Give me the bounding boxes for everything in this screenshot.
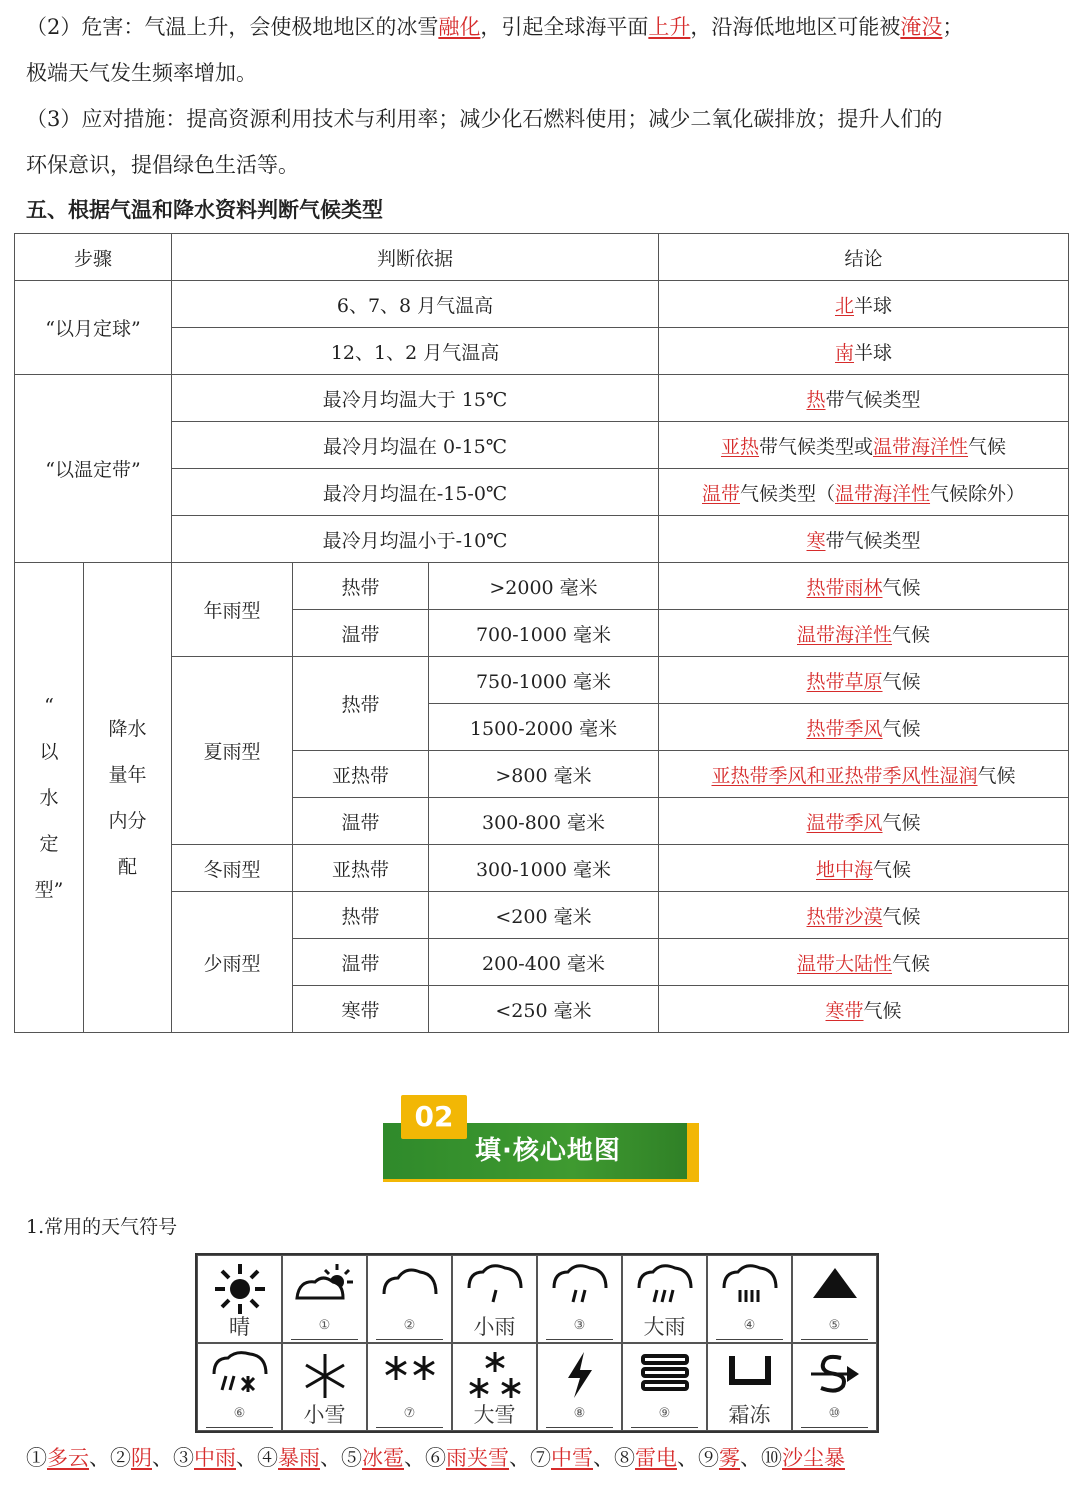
section-banner [383,1095,699,1185]
weather-symbols-title: 1.常用的天气符号 [26,1216,178,1238]
type-winter-rain: 冬雨型 [172,845,293,892]
symbol-cell: 小雨 [452,1255,537,1343]
symbol-cell: ⑨ [622,1343,707,1431]
fog-icon [637,1350,693,1396]
thunder-icon [560,1350,600,1400]
answer-rise: 上升 [648,15,691,39]
measures-paragraph: （3）应对措施：提高资源利用技术与利用率；减少化石燃料使用；减少二氧化碳排放；提升人们的 环保意识，提倡绿色生活等。 [26,107,943,177]
banner-title: 填·核心地图 [475,1136,621,1166]
symbol-cell: ⑥ [197,1343,282,1431]
table-row: 少雨型 热带 <200 毫米 热带沙漠气候 [15,892,1069,939]
table-row: 温带 300-800 毫米 温带季风气候 [15,798,1069,845]
table-row: 最冷月均温小于-10℃ 寒带气候类型 [15,516,1069,563]
type-year-rain: 年雨型 [172,563,293,657]
symbol-cell: ④ [707,1255,792,1343]
header-basis: 判断依据 [172,234,659,281]
cloud-icon [378,1262,442,1302]
precip-distribution-label: 降水 量年 内分 配 [84,563,172,1033]
table-row: 1500-2000 毫米 热带季风气候 [15,704,1069,751]
heavy-snow-icon [463,1350,527,1402]
sun-icon [212,1262,268,1316]
symbol-cell: ⑦ [367,1343,452,1431]
step-month: “以月定球” [15,281,172,375]
table-row: “以温定带” 最冷月均温大于 15℃ 热带气候类型 [15,375,1069,422]
symbol-cell: 霜冻 [707,1343,792,1431]
sandstorm-icon [807,1350,863,1396]
answer-submerge: 淹没 [900,15,943,39]
table-row: 温带 700-1000 毫米 温带海洋性气候 [15,610,1069,657]
section-title: 五、根据气温和降水资料判断气候类型 [26,198,383,222]
light-snow-icon [297,1350,353,1402]
storm-rain-icon [718,1262,782,1308]
heavy-rain-icon [633,1262,697,1308]
type-summer-rain: 夏雨型 [172,657,293,845]
symbol-cell: ⑧ [537,1343,622,1431]
banner-accent [687,1123,699,1179]
answer-melt: 融化 [438,15,481,39]
symbol-cell: 大雪 [452,1343,537,1431]
symbol-cell: ⑤ [792,1255,877,1343]
table-row: 夏雨型 热带 750-1000 毫米 热带草原气候 [15,657,1069,704]
symbol-cell: 晴 [197,1255,282,1343]
type-little-rain: 少雨型 [172,892,293,1033]
light-rain-icon [463,1262,527,1308]
weather-symbol-grid [195,1253,879,1433]
banner-number: 02 [401,1095,467,1139]
hail-icon [807,1262,863,1302]
step-temp: “以温定带” [15,375,172,563]
table-row: 亚热带 >800 毫米 亚热带季风和亚热带季风性湿润气候 [15,751,1069,798]
table-row: 12、1、2 月气温高 南半球 [15,328,1069,375]
header-conclusion: 结论 [659,234,1069,281]
table-row: 最冷月均温在-15-0℃ 温带气候类型（温带海洋性气候除外） [15,469,1069,516]
symbol-cell: ② [367,1255,452,1343]
frost-icon [722,1350,778,1390]
header-step: 步骤 [15,234,172,281]
table-row: “ 以 水 定 型” 降水 量年 内分 配 年雨型 热带 >2000 毫米 热带雨林气候 [15,563,1069,610]
symbol-cell: 小雪 [282,1343,367,1431]
symbol-cell: ③ [537,1255,622,1343]
table-row: 冬雨型 亚热带 300-1000 毫米 地中海气候 [15,845,1069,892]
step-water: “ 以 水 定 型” [15,563,84,1033]
symbol-cell: ① [282,1255,367,1343]
table-header-row [15,234,1069,281]
symbol-cell: 大雨 [622,1255,707,1343]
symbol-cell: ⑩ [792,1343,877,1431]
sleet-icon [208,1350,272,1398]
weather-answers: ①多云、②阴、③中雨、④暴雨、⑤冰雹、⑥雨夹雪、⑦中雪、⑧雷电、⑨雾、⑩沙尘暴 [26,1446,845,1470]
moderate-snow-icon [378,1350,442,1386]
climate-table [14,233,1069,1033]
moderate-rain-icon [548,1262,612,1308]
partly-cloudy-icon [293,1262,357,1306]
table-row: 最冷月均温在 0-15℃ 亚热带气候类型或温带海洋性气候 [15,422,1069,469]
table-row: 寒带 <250 毫米 寒带气候 [15,986,1069,1033]
harm-paragraph: （2）危害：气温上升，会使极地地区的冰雪融化，引起全球海平面上升，沿海低地地区可能被淹没； 极端天气发生频率增加。 [26,15,964,85]
table-row: “以月定球” 6、7、8 月气温高 北半球 [15,281,1069,328]
table-row: 温带 200-400 毫米 温带大陆性气候 [15,939,1069,986]
